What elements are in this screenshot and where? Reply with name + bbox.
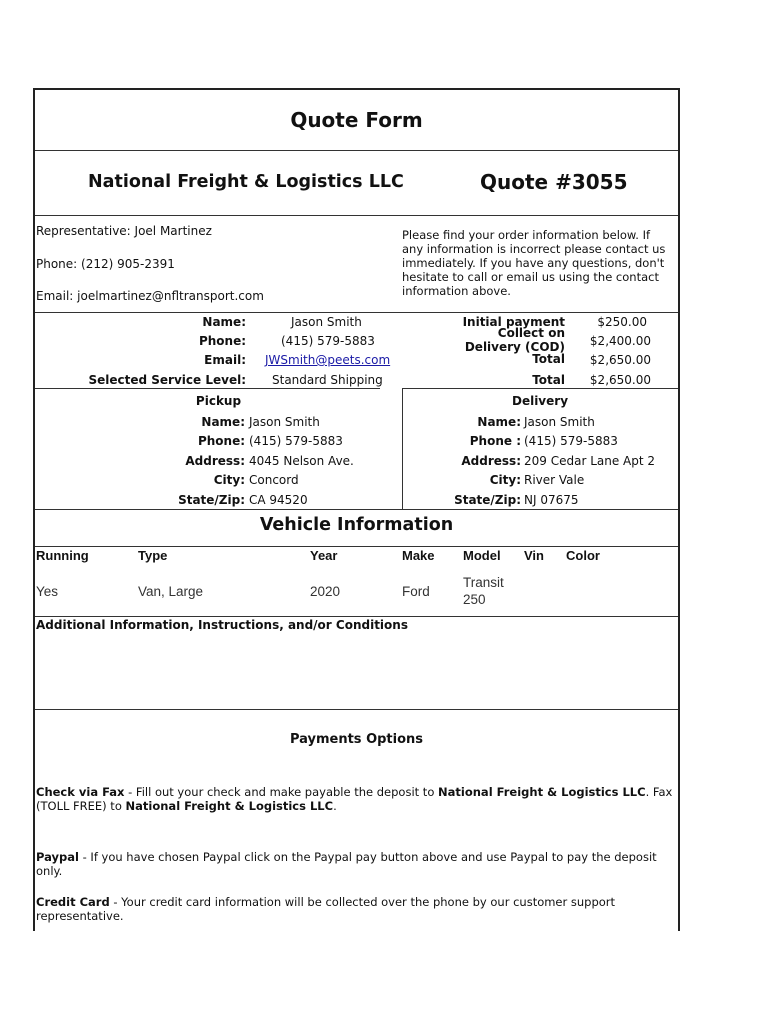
divider (35, 215, 678, 216)
column-model: Model (463, 548, 501, 563)
pickup-name-label: Name: (201, 415, 245, 429)
delivery-phone-label: Phone : (469, 434, 521, 448)
form-title: Quote Form (290, 108, 423, 132)
service-level: Standard Shipping (272, 373, 383, 387)
vehicle-type: Van, Large (138, 584, 204, 599)
quote-number: Quote #3055 (480, 170, 628, 194)
delivery-city-label: City: (489, 473, 521, 487)
delivery-phone: (415) 579-5883 (524, 434, 618, 448)
credit-card-label: Credit Card (36, 895, 110, 909)
representative-phone: Phone: (212) 905-2391 (36, 257, 175, 271)
column-year: Year (310, 548, 338, 563)
service-level-label: Selected Service Level: (88, 373, 246, 387)
delivery-statezip: NJ 07675 (524, 493, 579, 507)
divider (35, 312, 678, 313)
pickup-phone: (415) 579-5883 (249, 434, 343, 448)
vehicle-model-line-2: 250 (463, 592, 486, 607)
representative-email: Email: joelmartinez@nfltransport.com (36, 289, 264, 303)
vehicle-heading: Vehicle Information (259, 515, 454, 535)
customer-phone: (415) 579-5883 (281, 334, 375, 348)
vehicle-running: Yes (36, 584, 59, 599)
delivery-city: River Vale (524, 473, 585, 487)
customer-name: Jason Smith (291, 315, 362, 329)
column-vin: Vin (524, 548, 544, 563)
pickup-statezip: CA 94520 (249, 493, 308, 507)
fax-label: Check via Fax (36, 785, 125, 799)
payment-option-paypal (36, 850, 676, 878)
column-running: Running (36, 548, 89, 563)
delivery-statezip-label: State/Zip: (454, 493, 521, 507)
payment-option-fax (36, 785, 676, 813)
fax-text: - Fill out your check and make payable the deposit to (124, 785, 439, 799)
vehicle-make: Ford (402, 584, 430, 599)
order-notice: Please find your order information below. If any information is incorrect please contact us immediately. If you have any questions, don't hesitate to call or email us using the contact information above. (402, 228, 666, 298)
total-value: $2,650.00 (589, 373, 651, 387)
initial-payment-label: Initial payment (462, 315, 565, 329)
fax-company: National Freight & Logistics LLC (125, 799, 334, 813)
divider (35, 150, 678, 151)
pickup-statezip-label: State/Zip: (178, 493, 245, 507)
credit-card-text: - Your credit card information will be collected over the phone by our customer support representative. (36, 895, 616, 923)
customer-name-label: Name: (202, 315, 246, 329)
pickup-city-label: City: (213, 473, 245, 487)
divider (35, 709, 678, 710)
pickup-phone-label: Phone: (197, 434, 245, 448)
pickup-address: 4045 Nelson Ave. (249, 454, 354, 468)
pickup-address-label: Address: (185, 454, 245, 468)
delivery-heading: Delivery (511, 394, 569, 408)
vehicle-model-line-1: Transit (463, 575, 504, 590)
total-label: Total (532, 373, 565, 387)
initial-payment-value: $250.00 (597, 315, 647, 329)
delivery-name: Jason Smith (524, 415, 595, 429)
delivery-address-label: Address: (461, 454, 521, 468)
cod-label-1: Collect on (497, 326, 565, 340)
cod-value: $2,400.00 (589, 334, 651, 348)
pickup-name: Jason Smith (249, 415, 320, 429)
additional-info-heading: Additional Information, Instructions, and/or Conditions (36, 618, 408, 632)
fax-text: . Fax (TOLL FREE) to (36, 785, 673, 813)
column-color: Color (566, 548, 600, 563)
paypal-text: - If you have chosen Paypal click on the Paypal pay button above and use Paypal to pay the deposit only. (36, 850, 657, 878)
delivery-name-label: Name: (477, 415, 521, 429)
customer-email-label: Email: (204, 353, 246, 367)
fax-company: National Freight & Logistics LLC (438, 785, 646, 799)
divider (35, 616, 678, 617)
delivery-address: 209 Cedar Lane Apt 2 (524, 454, 656, 468)
paypal-label: Paypal (36, 850, 79, 864)
customer-phone-label: Phone: (198, 334, 246, 348)
customer-email-link[interactable]: JWSmith@peets.com (265, 353, 391, 367)
divider (402, 388, 678, 389)
pickup-city: Concord (249, 473, 299, 487)
quote-form (33, 88, 680, 931)
total-label-overlap: Total (532, 352, 565, 366)
divider (35, 388, 380, 389)
cod-label-2: Delivery (COD) (464, 340, 565, 354)
fax-text: . (333, 799, 337, 813)
vehicle-year: 2020 (310, 584, 341, 599)
payments-heading: Payments Options (289, 732, 424, 747)
payment-option-credit-card (36, 895, 636, 923)
company-name: National Freight & Logistics LLC (88, 172, 404, 192)
representative-name: Representative: Joel Martinez (36, 224, 212, 238)
pickup-heading: Pickup (195, 394, 242, 408)
divider (35, 546, 678, 547)
total-value-overlap: $2,650.00 (589, 353, 651, 367)
divider (35, 509, 678, 510)
column-make: Make (402, 548, 435, 563)
column-type: Type (138, 548, 168, 563)
